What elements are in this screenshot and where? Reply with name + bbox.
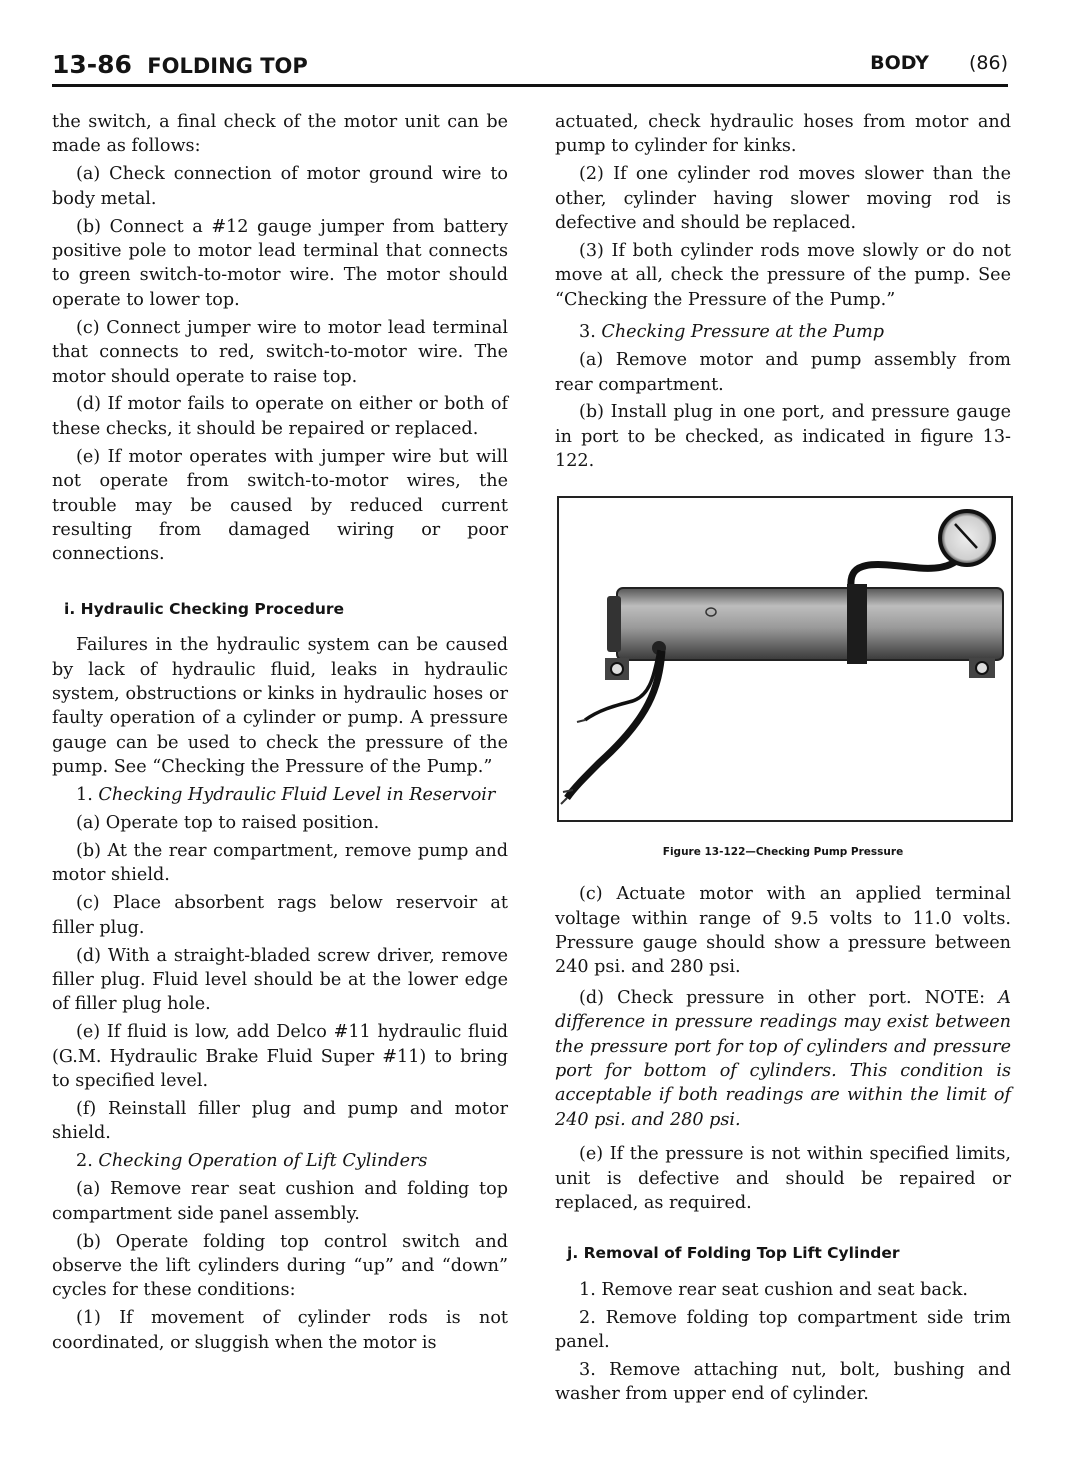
step-b: (b) Operate folding top control switch and observe the lift cylinders during “up” and “down” cycles for these conditions:	[52, 1231, 508, 1301]
step-1: (1) If movement of cylinder rods is not coordinated, or sluggish when the motor is	[52, 1308, 508, 1353]
note-text: A difference in pressure readings may exist between the pressure port for top of cylinders and pressure port for bottom of cylinders. This condition is acceptable if both readings are within the limit of 240 psi. and 280 psi.	[555, 987, 1011, 1130]
step-d-lead: (d) Check pressure in other port. NOTE:	[579, 987, 999, 1008]
step-2: 2. Remove folding top compartment side trim panel.	[555, 1307, 1011, 1353]
step-e: (e) If the pressure is not within specified limits, unit is defective and should be repaired or replaced, as required.	[555, 1144, 1011, 1213]
step-1: 1. Remove rear seat cushion and seat back.	[579, 1279, 968, 1300]
step-2: (2) If one cylinder rod moves slower than the other, cylinder having slower moving rod is defective and should be replaced.	[555, 164, 1011, 234]
step-e: (e) If motor operates with jumper wire but will not operate from switch-to-motor wires, the trouble may be caused by reduced current resulting from damaged wiring or poor connections.	[52, 446, 508, 565]
step-a: (a) Check connection of motor ground wire to body metal.	[52, 164, 508, 209]
step-a: (a) Remove motor and pump assembly from rear compartment.	[555, 350, 1011, 395]
header-left	[52, 50, 308, 79]
bolt-icon	[976, 662, 988, 674]
step-c: (c) Connect jumper wire to motor lead terminal that connects to red, switch-to-motor wire. The motor should operate to raise top.	[52, 317, 508, 387]
step-c: (c) Actuate motor with an applied terminal voltage within range of 9.5 volts to 11.0 volts. Pressure gauge should show a pressure between 240 psi. and 280 psi.	[555, 884, 1011, 978]
section-title: FOLDING TOP	[147, 54, 308, 78]
page-number: 13-86	[52, 50, 132, 79]
figure-caption: Figure 13-122—Checking Pump Pressure	[662, 845, 904, 858]
step-f: (f) Reinstall filler plug and pump and motor shield.	[52, 1099, 508, 1144]
left-column	[52, 110, 508, 1359]
right-column	[555, 110, 1011, 1410]
page-ref: (86)	[968, 52, 1008, 74]
wire-terminal	[577, 720, 585, 722]
end-cap	[607, 596, 621, 652]
step-d: (d) If motor fails to operate on either or both of these checks, it should be repaired or replaced.	[52, 394, 508, 439]
paragraph: actuated, check hydraulic hoses from motor and pump to cylinder for kinks.	[555, 112, 1011, 157]
paragraph: the switch, a final check of the motor unit can be made as follows:	[52, 112, 508, 157]
subsection-title: Checking Pressure at the Pump	[601, 322, 885, 343]
step-b: (b) Install plug in one port, and pressure gauge in port to be checked, as indicated in figure 13-122.	[555, 402, 1011, 472]
page-header	[52, 48, 1008, 87]
step-c: (c) Place absorbent rags below reservoir at filler plug.	[52, 893, 508, 938]
subsection-number: 1.	[76, 785, 93, 806]
pump-body	[857, 588, 1003, 660]
subsection-heading-3	[555, 320, 1011, 344]
step-a: (a) Operate top to raised position.	[76, 813, 380, 834]
clamp-band	[847, 584, 867, 664]
subsection-heading-1	[52, 783, 508, 807]
step-d: (d) With a straight-bladed screw driver, remove filler plug. Fluid level should be at the lower edge of filler plug hole.	[52, 945, 508, 1015]
subsection-number: 2.	[76, 1151, 93, 1172]
step-3: 3. Remove attaching nut, bolt, bushing and washer from upper end of cylinder.	[555, 1360, 1011, 1405]
step-e: (e) If fluid is low, add Delco #11 hydraulic fluid (G.M. Hydraulic Brake Fluid Super #11) to bring to specified level.	[52, 1022, 508, 1092]
subsection-heading-2	[52, 1149, 508, 1173]
paragraph: Failures in the hydraulic system can be caused by lack of hydraulic fluid, leaks in hydraulic system, obstructions or kinks in hydraulic hoses or faulty operation of a cylinder or pump. A pressure gauge can be used to check the pressure of the pump. See “Checking the Pressure of the Pump.”	[52, 635, 508, 778]
section-heading-j: j. Removal of Folding Top Lift Cylinder	[567, 1244, 900, 1263]
subsection-title: Checking Hydraulic Fluid Level in Reservoir	[98, 785, 496, 806]
step-d	[555, 986, 1011, 1132]
chapter-title: BODY	[870, 52, 929, 74]
subsection-number: 3.	[579, 322, 596, 343]
subsection-title: Checking Operation of Lift Cylinders	[98, 1151, 428, 1172]
figure-pump-pressure	[557, 496, 1013, 822]
section-heading-i: i. Hydraulic Checking Procedure	[64, 599, 345, 618]
pump-illustration	[559, 498, 1011, 820]
step-b: (b) At the rear compartment, remove pump and motor shield.	[52, 840, 508, 886]
header-right	[870, 52, 1008, 74]
step-a: (a) Remove rear seat cushion and folding top compartment side panel assembly.	[52, 1179, 508, 1224]
step-3: (3) If both cylinder rods move slowly or do not move at all, check the pressure of the pump. See “Checking the Pressure of the Pump.”	[555, 241, 1011, 310]
step-b: (b) Connect a #12 gauge jumper from battery positive pole to motor lead terminal that connects to green switch-to-motor wire. The motor should operate to lower top.	[52, 216, 508, 310]
bolt-icon	[611, 663, 623, 675]
